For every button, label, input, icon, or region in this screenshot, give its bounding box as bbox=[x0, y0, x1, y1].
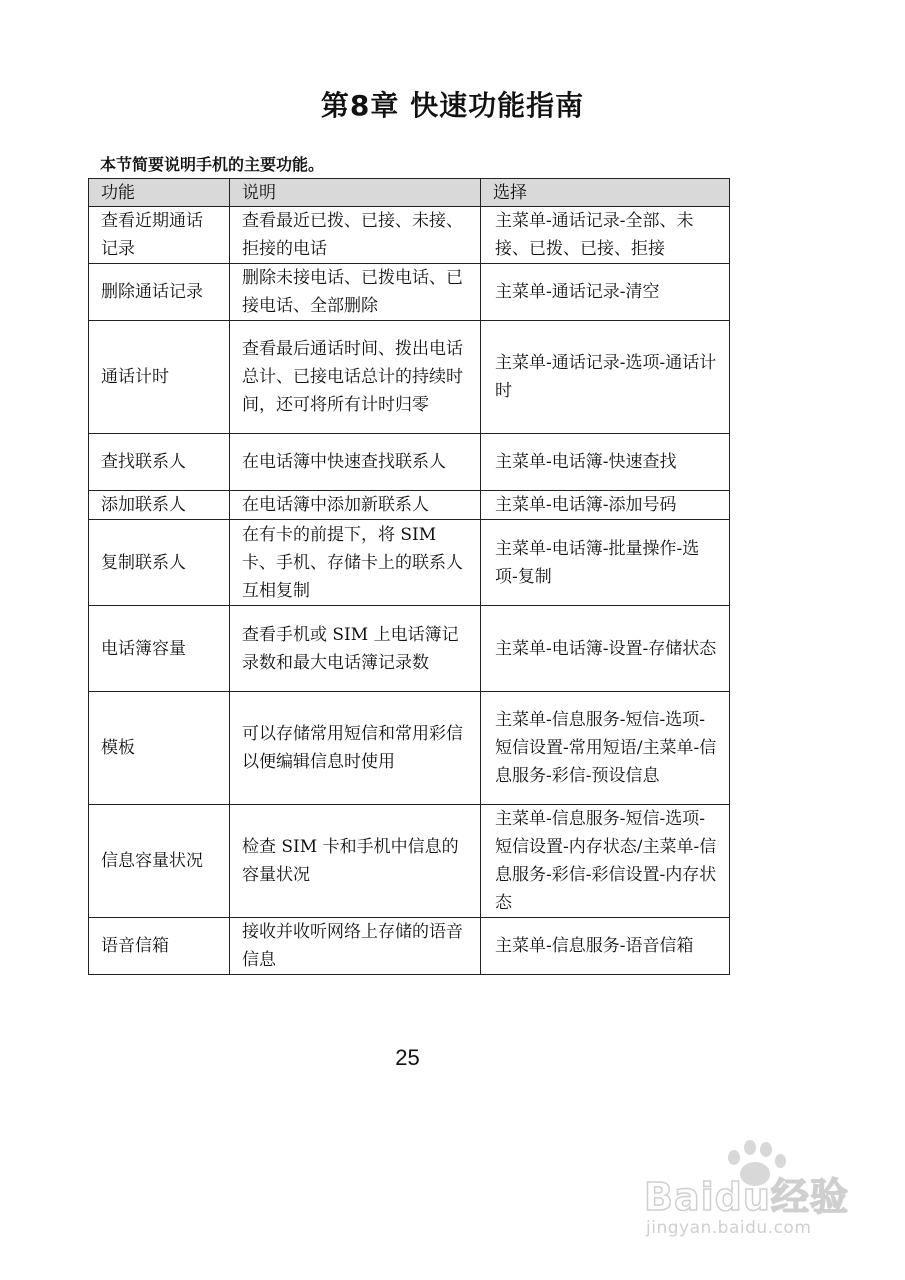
function-cell: 查看近期通话记录 bbox=[89, 207, 230, 264]
function-cell: 通话计时 bbox=[89, 321, 230, 434]
description-cell: 接收并收听网络上存储的语音信息 bbox=[230, 918, 481, 975]
selection-cell: 主菜单-信息服务-语音信箱 bbox=[481, 918, 730, 975]
description-cell: 查看最近已拨、已接、未接、拒接的电话 bbox=[230, 207, 481, 264]
description-cell: 在电话簿中快速查找联系人 bbox=[230, 434, 481, 491]
table-row bbox=[89, 805, 730, 918]
watermark-brand: Baidu经验 bbox=[644, 1175, 849, 1219]
header-function: 功能 bbox=[89, 179, 230, 207]
table-row bbox=[89, 918, 730, 975]
chapter-title: 第8章 快速功能指南 bbox=[320, 89, 585, 122]
table-row bbox=[89, 321, 730, 434]
description-cell: 检查 SIM 卡和手机中信息的容量状况 bbox=[230, 805, 481, 918]
description-cell: 在有卡的前提下，将 SIM 卡、手机、存储卡上的联系人互相复制 bbox=[230, 520, 481, 606]
page-number: 25 bbox=[395, 1045, 420, 1070]
description-cell: 删除未接电话、已拨电话、已接电话、全部删除 bbox=[230, 264, 481, 321]
table-header-row bbox=[89, 179, 730, 207]
function-cell: 模板 bbox=[89, 692, 230, 805]
selection-cell: 主菜单-电话簿-批量操作-选项-复制 bbox=[481, 520, 730, 606]
selection-cell: 主菜单-信息服务-短信-选项-短信设置-内存状态/主菜单-信息服务-彩信-彩信设置-内存状态 bbox=[481, 805, 730, 918]
table-row bbox=[89, 491, 730, 520]
function-cell: 添加联系人 bbox=[89, 491, 230, 520]
description-cell: 查看手机或 SIM 上电话簿记录数和最大电话簿记录数 bbox=[230, 606, 481, 692]
header-selection: 选择 bbox=[481, 179, 730, 207]
function-cell: 语音信箱 bbox=[89, 918, 230, 975]
baidu-watermark bbox=[640, 1140, 870, 1250]
table-row bbox=[89, 606, 730, 692]
selection-cell: 主菜单-通话记录-选项-通话计时 bbox=[481, 321, 730, 434]
table-row bbox=[89, 434, 730, 491]
function-guide-table bbox=[88, 178, 730, 975]
selection-cell: 主菜单-电话簿-快速查找 bbox=[481, 434, 730, 491]
selection-cell: 主菜单-信息服务-短信-选项-短信设置-常用短语/主菜单-信息服务-彩信-预设信息 bbox=[481, 692, 730, 805]
selection-cell: 主菜单-通话记录-全部、未接、已拨、已接、拒接 bbox=[481, 207, 730, 264]
selection-cell: 主菜单-电话簿-设置-存储状态 bbox=[481, 606, 730, 692]
function-cell: 电话簿容量 bbox=[89, 606, 230, 692]
selection-cell: 主菜单-通话记录-清空 bbox=[481, 264, 730, 321]
function-cell: 信息容量状况 bbox=[89, 805, 230, 918]
function-cell: 复制联系人 bbox=[89, 520, 230, 606]
description-cell: 在电话簿中添加新联系人 bbox=[230, 491, 481, 520]
description-cell: 查看最后通话时间、拨出电话总计、已接电话总计的持续时间，还可将所有计时归零 bbox=[230, 321, 481, 434]
selection-cell: 主菜单-电话簿-添加号码 bbox=[481, 491, 730, 520]
table-row bbox=[89, 692, 730, 805]
table-row bbox=[89, 264, 730, 321]
header-description: 说明 bbox=[230, 179, 481, 207]
function-cell: 查找联系人 bbox=[89, 434, 230, 491]
section-intro: 本节简要说明手机的主要功能。 bbox=[100, 155, 325, 174]
function-cell: 删除通话记录 bbox=[89, 264, 230, 321]
table-row bbox=[89, 207, 730, 264]
table-row bbox=[89, 520, 730, 606]
watermark-url: jingyan.baidu.com bbox=[646, 1218, 812, 1238]
description-cell: 可以存储常用短信和常用彩信以便编辑信息时使用 bbox=[230, 692, 481, 805]
